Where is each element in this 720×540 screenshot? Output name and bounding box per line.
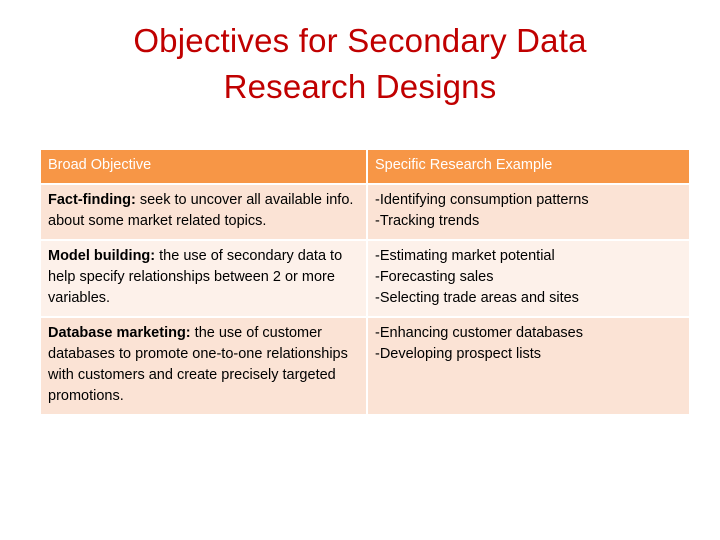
example-item: -Selecting trade areas and sites — [375, 290, 579, 306]
objective-term: Model building: — [48, 248, 156, 264]
example-item: -Identifying consumption patterns — [375, 192, 589, 208]
objective-cell — [41, 184, 367, 240]
example-item: -Forecasting sales — [375, 269, 494, 285]
objective-term: Database marketing: — [48, 325, 191, 341]
table-row — [41, 317, 690, 415]
objective-description: the use of customer databases to promote one-to-one relationships with customers and create precisely targeted promotions. — [48, 325, 348, 404]
objective-description: seek to uncover all available info. about some market related topics. — [48, 192, 354, 229]
table-body — [41, 184, 690, 415]
table-row — [41, 184, 690, 240]
example-item: -Developing prospect lists — [375, 346, 542, 362]
table-header-row — [41, 150, 690, 184]
slide-title — [0, 18, 720, 110]
objective-cell — [41, 317, 367, 415]
objective-term: Fact-finding: — [48, 192, 136, 208]
objectives-table — [41, 150, 691, 416]
objective-description: the use of secondary data to help specify relationships between 2 or more variables. — [48, 248, 343, 306]
example-item: -Tracking trends — [375, 213, 480, 229]
slide-title-line-2: Research Designs — [223, 68, 497, 105]
example-item: -Estimating market potential — [375, 248, 555, 264]
table-row — [41, 240, 690, 317]
header-specific-research-example: Specific Research Example — [367, 150, 690, 184]
objective-cell — [41, 240, 367, 317]
example-cell — [367, 317, 690, 415]
table-header — [41, 150, 690, 184]
example-cell — [367, 184, 690, 240]
slide-title-line-1: Objectives for Secondary Data — [133, 22, 587, 59]
example-cell — [367, 240, 690, 317]
header-broad-objective: Broad Objective — [41, 150, 367, 184]
example-item: -Enhancing customer databases — [375, 325, 583, 341]
